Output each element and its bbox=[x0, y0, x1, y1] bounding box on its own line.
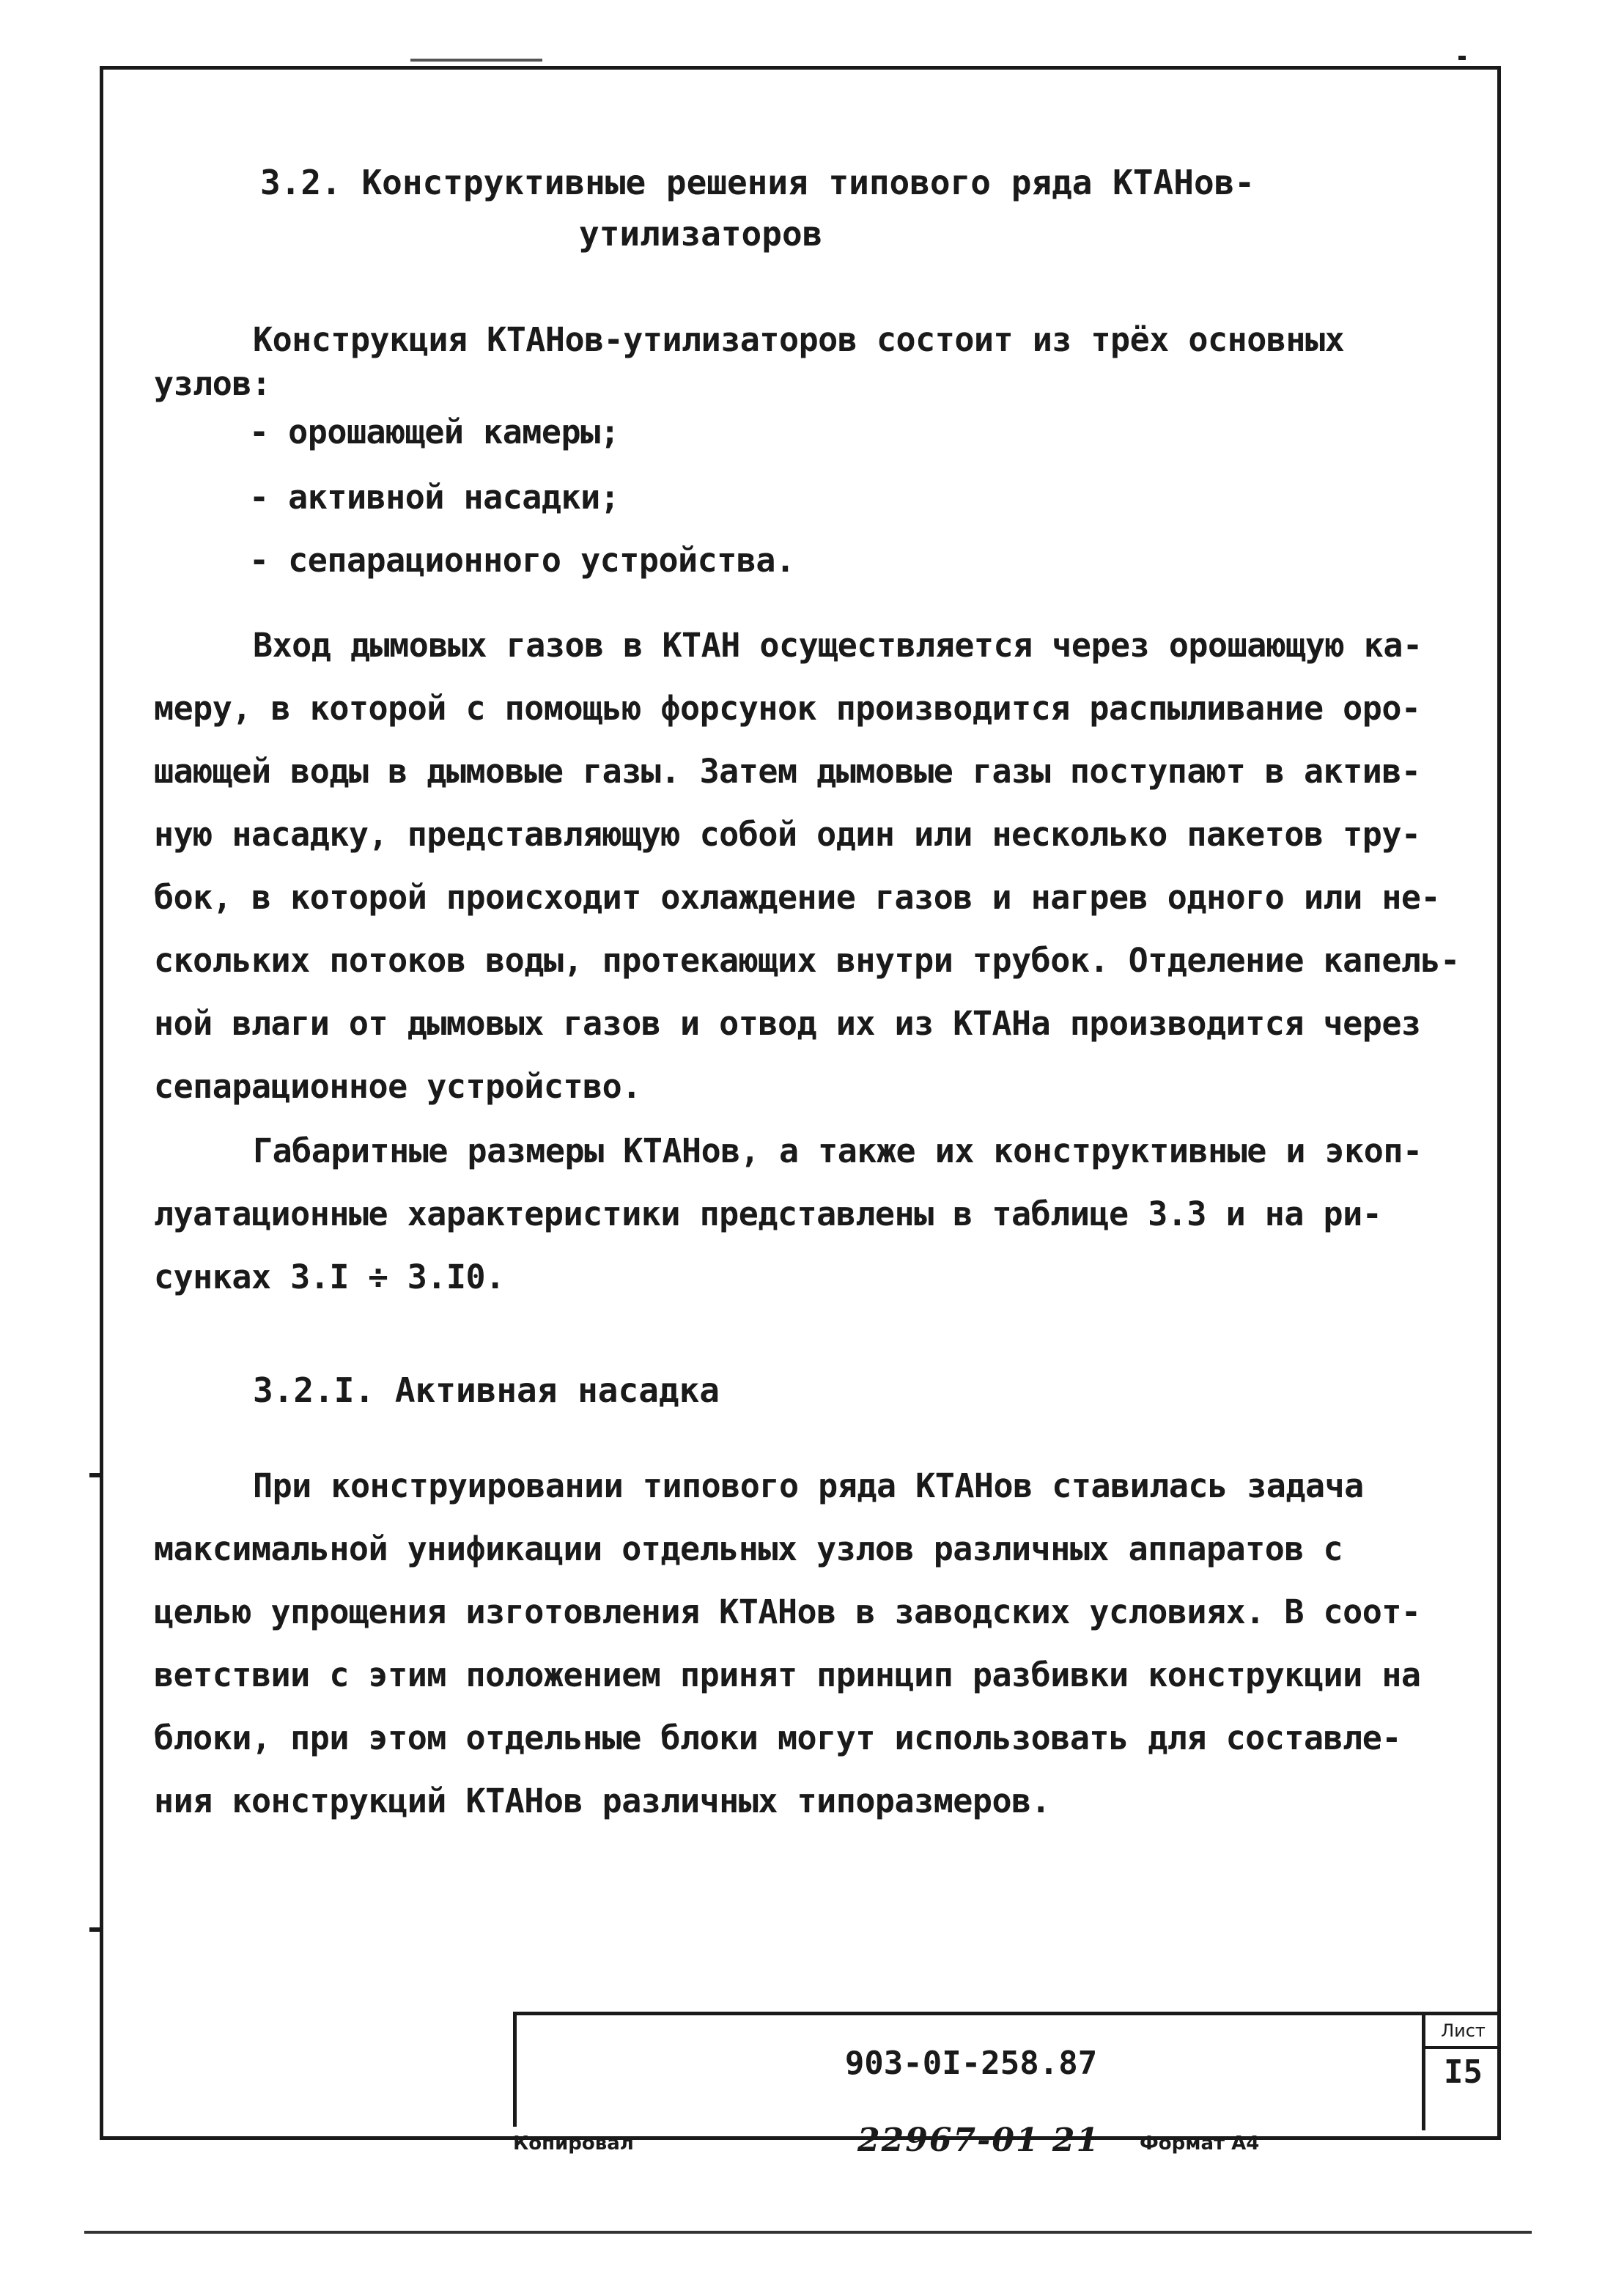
paragraph-line: луатационные характеристики представлены в таблице 3.3 и на ри- bbox=[154, 1195, 1382, 1233]
intro-line: Конструкция КТАНов-утилизаторов состоит из трёх основных bbox=[253, 320, 1345, 359]
paragraph-line: бок, в которой происходит охлаждение газов и нагрев одного или не- bbox=[154, 878, 1441, 917]
paragraph-line: сунках 3.I ÷ 3.I0. bbox=[154, 1258, 505, 1296]
paragraph-line: ную насадку, представляющую собой один или несколько пакетов тру- bbox=[154, 815, 1421, 854]
paragraph-line: меру, в которой с помощью форсунок производится распыливание оро- bbox=[154, 689, 1421, 728]
paragraph-dimensions bbox=[154, 1120, 1473, 1309]
paragraph-line: максимальной унификации отдельных узлов различных аппаратов с bbox=[154, 1529, 1343, 1568]
intro-line: узлов: bbox=[154, 364, 271, 403]
sheet-box bbox=[1422, 2015, 1501, 2130]
intro-block bbox=[154, 318, 1473, 592]
section-heading-line1: 3.2. Конструктивные решения типового ряда КТАНов- bbox=[260, 163, 1255, 202]
sheet-number: I5 bbox=[1444, 2053, 1483, 2091]
format-label: Формат А4 bbox=[1140, 2133, 1260, 2155]
scan-mark-top-right bbox=[1458, 56, 1466, 60]
list-item: - активной насадки; bbox=[249, 478, 620, 517]
document-code: 903-0I-258.87 bbox=[844, 2045, 1098, 2082]
list-item: - сепарационного устройства. bbox=[249, 541, 795, 580]
paragraph-line: Вход дымовых газов в КТАН осуществляется через орошающую ка- bbox=[253, 626, 1423, 665]
paragraph-flow bbox=[154, 614, 1473, 1118]
sheet-label: Лист bbox=[1425, 2015, 1501, 2049]
paragraph-line: шающей воды в дымовые газы. Затем дымовые газы поступают в актив- bbox=[154, 752, 1421, 791]
paragraph-line: ния конструкций КТАНов различных типоразмеров. bbox=[154, 1782, 1051, 1820]
section-heading-line2: утилизаторов bbox=[579, 214, 823, 254]
scan-edge-line bbox=[84, 2231, 1532, 2234]
paragraph-line: ветствии с этим положением принят принцип разбивки конструкции на bbox=[154, 1655, 1421, 1694]
copied-label: Копировал bbox=[513, 2133, 634, 2155]
paragraph-line: Габаритные размеры КТАНов, а также их конструктивные и экоп- bbox=[253, 1132, 1423, 1170]
scan-mark-top bbox=[410, 59, 542, 62]
binding-mark bbox=[89, 1473, 100, 1477]
list-item: - орошающей камеры; bbox=[249, 413, 620, 451]
paragraph-line: сепарационное устройство. bbox=[154, 1067, 641, 1106]
paragraph-line: При конструировании типового ряда КТАНов ставилась задача bbox=[253, 1466, 1364, 1505]
subsection-heading: 3.2.I. Активная насадка bbox=[253, 1370, 720, 1410]
binding-mark bbox=[89, 1927, 100, 1932]
paragraph-line: ной влаги от дымовых газов и отвод их из КТАНа производится через bbox=[154, 1004, 1421, 1043]
paragraph-line: целью упрощения изготовления КТАНов в заводских условиях. В соот- bbox=[154, 1592, 1421, 1631]
paragraph-line: блоки, при этом отдельные блоки могут использовать для составле- bbox=[154, 1719, 1401, 1757]
paragraph-design bbox=[154, 1455, 1473, 1833]
inventory-number: 22967-01 21 bbox=[857, 2122, 1101, 2159]
title-block bbox=[513, 2012, 1501, 2127]
paragraph-line: скольких потоков воды, протекающих внутри трубок. Отделение капель- bbox=[154, 941, 1460, 980]
